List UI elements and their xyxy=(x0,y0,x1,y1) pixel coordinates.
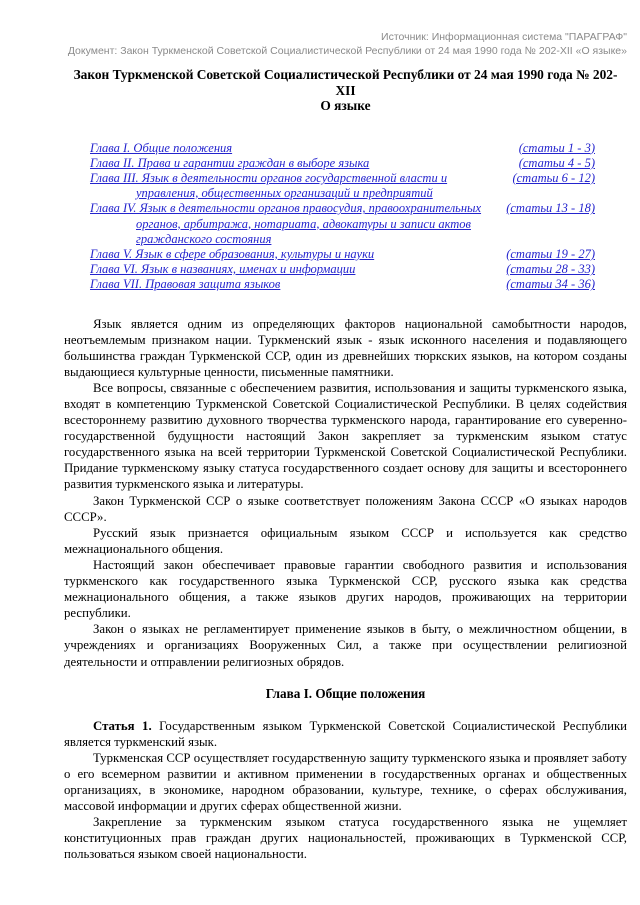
toc-articles-link[interactable]: (статьи 34 - 36) xyxy=(506,277,595,292)
toc-row xyxy=(90,277,595,292)
document-subtitle: О языке xyxy=(320,98,371,113)
toc-articles-link[interactable]: (статьи 13 - 18) xyxy=(506,201,595,216)
toc-row xyxy=(90,201,595,247)
chapter-1-heading: Глава I. Общие положения xyxy=(265,685,426,701)
preamble-paragraph: Язык является одним из определяющих факторов национальной самобытности народов, неотъемлемым признаком нации. Туркменский язык - язык исконного населения и подавляющего большинства граждан Туркменской ССР, один из древнейших тюркских языков, на котором созданы выдающиеся культурные ценности, письменные памятники. xyxy=(64,316,627,379)
toc-row xyxy=(90,141,595,156)
toc-articles-link[interactable]: (статьи 1 - 3) xyxy=(518,140,595,155)
toc-row xyxy=(90,171,595,201)
toc-chapter-link[interactable]: Глава V. Язык в сфере образования, культуры и науки xyxy=(90,246,375,261)
article-1-paragraph: Закрепление за туркменским языком статуса государственного языка не ущемляет конституционных прав граждан других национальностей, проживающих в Туркменской ССР, пользоваться языком своей национальности. xyxy=(64,815,627,862)
title-block xyxy=(64,67,627,114)
preamble-paragraph: Все вопросы, связанные с обеспечением развития, использования и защиты туркменского языка, входят в компетенцию Туркменской Советской Социалистической Республики. В целях содействия всестороннему развитию духовного творчества туркменского народа, гарантирование его суверенно-государственной будущности настоящий Закон закрепляет за туркменским языком статус государственного языка на всей территории Туркменской Советской Социалистической Республики. Придание туркменскому языку статуса государственного создает основу для защиты и всестороннего развития туркменского языка и литературы. xyxy=(64,380,627,492)
source-attribution: Источник: Информационная система "ПАРАГРАФ" xyxy=(381,31,627,43)
toc-chapter-link[interactable]: Глава III. Язык в деятельности органов государственной власти и управления, общественных организаций и предприятий xyxy=(90,170,448,201)
preamble-paragraph: Закон о языках не регламентирует применение языков в быту, о межличностном общении, в учреждениях и организациях Вооруженных Сил, а также при осуществлении религиозной деятельности и отправлении религиозных обрядов. xyxy=(64,622,627,669)
preamble-paragraph: Русский язык признается официальным языком СССР и используется как средство межнационального общения. xyxy=(64,525,627,556)
article-1-paragraph xyxy=(64,718,627,750)
article-1-paragraph: Туркменская ССР осуществляет государственную защиту туркменского языка и проявляет заботу о его всемерном развитии и активном применении в государственных органах и общественных организациях, в экономике, народном образовании, культуре, технике, о сферах обслуживания, массовой информации и других сферах общественной жизни. xyxy=(64,750,627,814)
toc-articles-link[interactable]: (статьи 19 - 27) xyxy=(506,246,595,261)
toc-chapter-link[interactable]: Глава II. Права и гарантии граждан в выборе языка xyxy=(90,155,370,170)
document-title: Закон Туркменской Советской Социалистической Республики от 24 мая 1990 года № 202-XII xyxy=(73,67,618,98)
toc-articles-link[interactable]: (статьи 4 - 5) xyxy=(518,155,595,170)
toc-row xyxy=(90,156,595,171)
table-of-contents xyxy=(90,141,595,293)
toc-articles-link[interactable]: (статьи 6 - 12) xyxy=(512,170,595,185)
document-body xyxy=(64,316,627,863)
toc-chapter-link[interactable]: Глава VII. Правовая защита языков xyxy=(90,277,281,292)
toc-chapter-link[interactable]: Глава I. Общие положения xyxy=(90,140,233,155)
toc-row xyxy=(90,262,595,277)
preamble-paragraph: Настоящий закон обеспечивает правовые гарантии свободного развития и использования туркменского как государственного языка Туркменской ССР, русского языка как средства межнационального общения, а также языков других народов, проживающих на территории республики. xyxy=(64,557,627,621)
article-1-label: Статья 1. xyxy=(93,718,152,733)
toc-chapter-link[interactable]: Глава VI. Язык в названиях, именах и информации xyxy=(90,262,356,277)
source-header xyxy=(64,30,627,58)
toc-row xyxy=(90,247,595,262)
document-reference: Документ: Закон Туркменской Советской Социалистической Республики от 24 мая 1990 года № 202-XII «О языке» xyxy=(67,45,627,57)
article-1-text: Государственным языком Туркменской Советской Социалистической Республики является туркменский язык. xyxy=(64,718,628,749)
toc-articles-link[interactable]: (статьи 28 - 33) xyxy=(506,262,595,277)
toc-chapter-link[interactable]: Глава IV. Язык в деятельности органов правосудия, правоохранительных органов, арбитража, нотариата, адвокатуры и записи актов гражданского состояния xyxy=(90,201,482,246)
preamble-paragraph: Закон Туркменской ССР о языке соответствует положениям Закона СССР «О языках народов СССР». xyxy=(64,493,627,524)
